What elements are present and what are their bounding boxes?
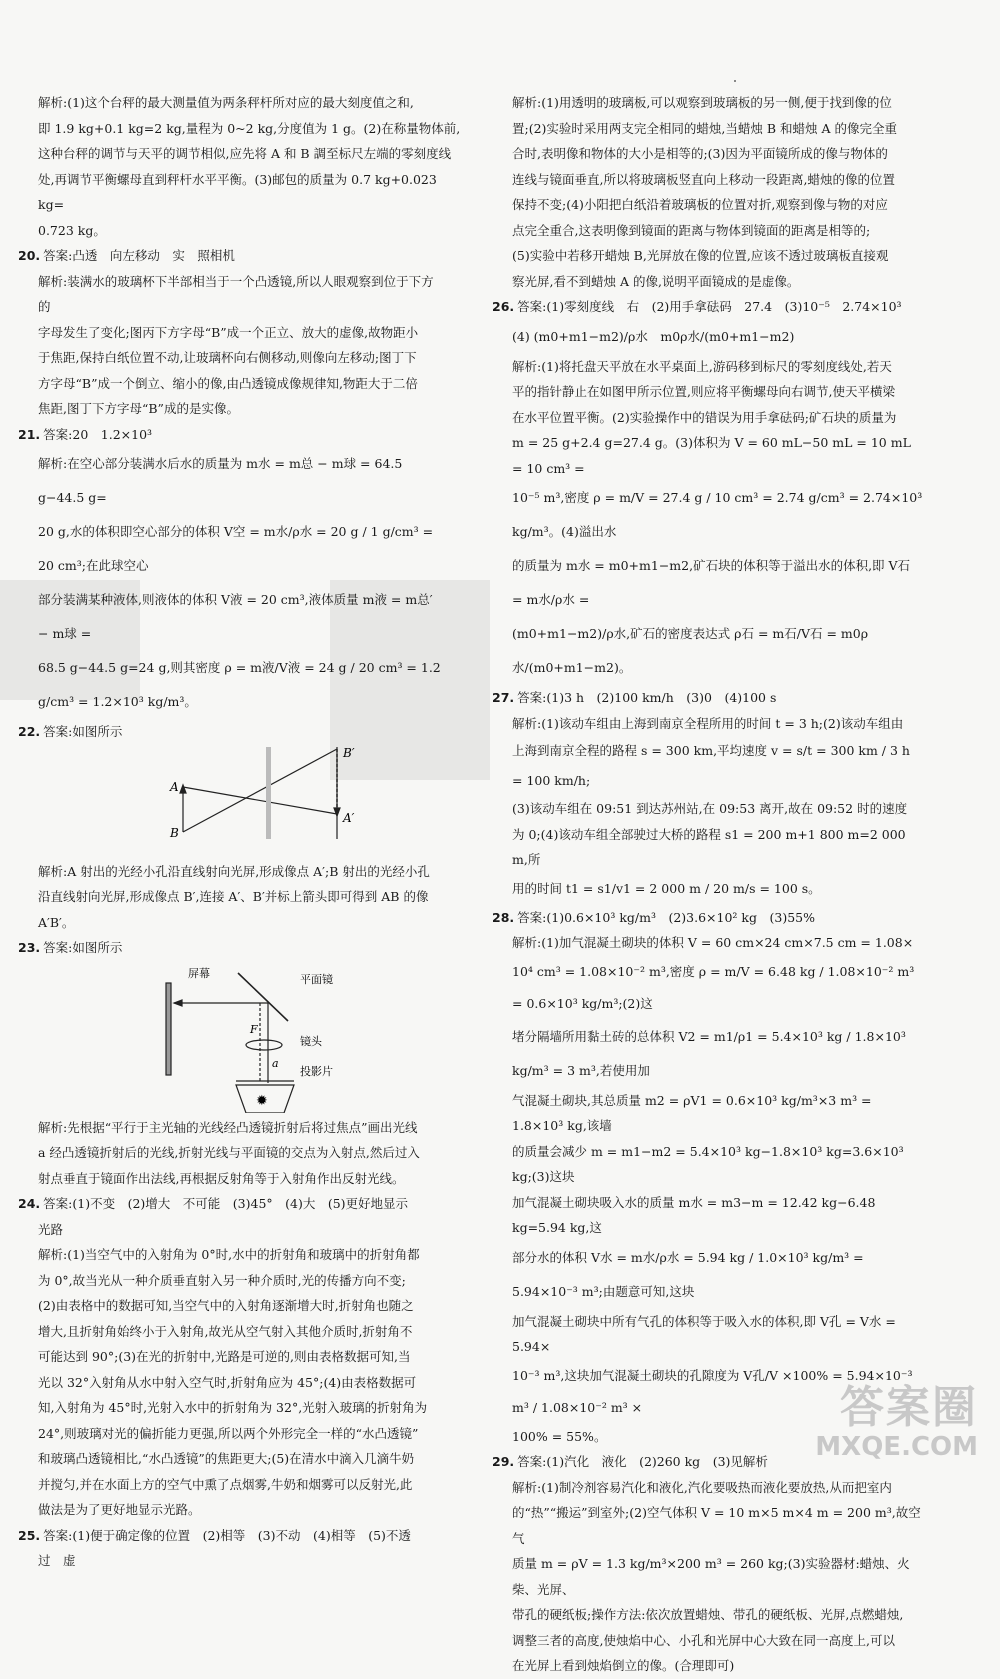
question-23 [18,935,446,1191]
text-line: 为 0;(4)该动车组全部驶过大桥的路程 s1 = 200 m+1 800 m=2 000 m,所 [512,826,910,867]
question-number: 28. [492,909,515,925]
label-focus: F [250,1022,258,1036]
question-number: 29. [492,1454,515,1469]
text-line: 保持不变;(4)小阳把白纸沿着玻璃板的位置对折,观察到像与物的对应 [512,197,888,212]
text-line: 加气混凝土砌块吸入水的质量 m水 = m3−m = 12.42 kg−6.48 kg=5.94 kg,这 [512,1194,880,1235]
text-line: m = 25 g+2.4 g=27.4 g。(3)体积为 V = 60 mL−50 mL = 10 mL = 10 cm³ = [512,435,915,476]
label-a: A [170,779,179,794]
text-line: 解析:装满水的玻璃杯下半部相当于一个凸透镜,所以人眼观察到位于下方的 [38,273,434,314]
text-line: 解析:(1)该动车组由上海到南京全程所用的时间 t = 3 h;(2)该动车组由 [512,715,904,731]
text-line: 堵分隔墙所用黏土砖的总体积 V2 = m1/ρ1 = 5.4×10³ kg / 1.8×10³ kg/m³ = 3 m³,若使用加 [512,1028,910,1078]
question-28 [492,905,924,1450]
text-line: 解析:A 射出的光经小孔沿直线射向光屏,形成像点 A′;B 射出的光经小孔 [38,863,430,879]
answer-text: 答案:凸透 向左移动 实 照相机 [43,248,235,263]
text-line: 处,再调节平衡螺母直到秤杆水平平衡。(3)邮包的质量为 0.7 kg+0.023 kg= [38,171,441,212]
arrow-head [180,785,186,793]
text-line: 可能达到 90°;(3)在光的折射中,光路是可逆的,则由表格数据可知,当 [38,1349,411,1364]
text-line: (3)该动车组在 09:51 到达苏州站,在 09:53 离开,故在 09:52 时的速度 [512,801,908,816]
text-line: 并搅匀,并在水面上方的空气中熏了点烟雾,牛奶和烟雾可以反射光,此 [38,1476,413,1492]
text-line: 的质量为 m水 = m0+m1−m2,矿石块的体积等于溢出水的体积,即 V石 = m水/ρ水 = [512,558,915,607]
watermark-url: MXQE.COM [815,1432,978,1462]
text-line: 为 0°,故当光从一种介质垂直射入另一种介质时,光的传播方向不变; [38,1272,406,1288]
question-number: 24. [18,1196,41,1211]
text-line: 质量 m = ρV = 1.3 kg/m³×200 m³ = 260 kg;(3)实验器材:蜡烛、火柴、光屏、 [512,1556,910,1597]
question-24 [18,1191,446,1523]
text-line: 0.723 kg。 [38,222,106,238]
text-line: 解析:(1)制冷剂容易汽化和液化,汽化要吸热而液化要放热,从而把室内 [512,1479,892,1495]
text-line: a 经凸透镜折射后的光线,折射光线与平面镜的交点为入射点,然后过入 [38,1145,420,1160]
question-number: 27. [492,690,515,705]
text-line: 10⁴ cm³ = 1.08×10⁻² m³,密度 ρ = m/V = 6.48 kg / 1.08×10⁻² m³ = 0.6×10³ kg/m³;(2)这 [512,963,919,1011]
text-line: 部分水的体积 V水 = m水/ρ水 = 5.94 kg / 1.0×10³ kg/m³ = 5.94×10⁻³ m³;由题意可知,这块 [512,1249,868,1299]
text-line: 带孔的硬纸板;操作方法:依次放置蜡烛、带孔的硬纸板、光屏,点燃蜡烛, [512,1607,904,1622]
label-mirror: 平面镜 [300,972,333,986]
question-20 [18,243,446,422]
question-29 [492,1449,924,1679]
screen-board [166,983,171,1075]
answer-text: 答案:如图所示 [43,724,123,739]
text-line: 即 1.9 kg+0.1 kg=2 kg,量程为 0~2 kg,分度值为 1 g。(2)在称量物体前, [38,120,461,136]
text-line: 加气混凝土砌块中所有气孔的体积等于吸入水的体积,即 V孔 = V水 = 5.94× [512,1313,900,1354]
text-line: 解析:先根据“平行于主光轴的光线经凸透镜折射后将过焦点”画出光线 [38,1119,418,1135]
answer-text: 答案:20 1.2×10³ [43,426,153,442]
answer-text: (4) (m0+m1−m2)/ρ水 m0ρ水/(m0+m1−m2) [512,328,795,344]
answer-text: 答案:(1)零刻度线 右 (2)用手拿砝码 27.4 (3)10⁻⁵ 2.74×10³ [517,299,902,314]
text-line: (2)由表格中的数据可知,当空气中的入射角逐渐增大时,折射角也随之 [38,1298,414,1313]
text-line: 合时,表明像和物体的大小是相等的;(3)因为平面镜所成的像与物体的 [512,146,888,161]
answer-text: 答案:(1)不变 (2)增大 不可能 (3)45° (4)大 (5)更好地显示 [43,1196,409,1211]
text-line: 的“热”“搬运”到室外;(2)空气体积 V = 10 m×5 m×4 m = 200 m³,故空气 [512,1505,921,1546]
answer-text: 答案:(1)便于确定像的位置 (2)相等 (3)不动 (4)相等 (5)不透 [43,1527,411,1543]
lens [246,1040,282,1050]
text-line: 平的指针静止在如图甲所示位置,则应将平衡螺母向右调节,使天平横梁 [512,384,895,399]
text-line: 气混凝土砌块,其总质量 m2 = ρV1 = 0.6×10³ kg/m³×3 m³ = 1.8×10³ kg,该墙 [512,1092,876,1133]
text-line: 置;(2)实验时采用两支完全相同的蜡烛,当蜡烛 B 和蜡烛 A 的像完全重 [512,120,897,136]
left-column [18,90,466,1574]
question-number: 21. [18,426,41,442]
text-line: 解析:(1)用透明的玻璃板,可以观察到玻璃板的另一侧,便于找到像的位 [512,95,892,110]
text-line: 增大,且折射角始终小于入射角,故光从空气射入其他介质时,折射角不 [38,1323,413,1339]
question-number: 22. [18,724,41,739]
text-line: 10⁻⁵ m³,密度 ρ = m/V = 27.4 g / 10 cm³ = 2.74 g/cm³ = 2.74×10³ kg/m³。(4)溢出水 [512,490,927,539]
text-line: 10⁻³ m³,这块加气混凝土砌块的孔隙度为 V孔/V ×100% = 5.94×10⁻³ m³ / 1.08×10⁻² m³ × [512,1367,917,1415]
arrow-head [174,1000,182,1006]
text-line: 射点垂直于镜面作出法线,再根据反射角等于入射角作出反射光线。 [38,1170,405,1186]
text-line: 知,入射角为 45°时,光射入水中的折射角为 32°,光射入玻璃的折射角为 [38,1400,428,1415]
label-screen: 屏幕 [188,966,210,980]
text-line: 20 g,水的体积即空心部分的体积 V空 = m水/ρ水 = 20 g / 1 g/cm³ = 20 cm³;在此球空心 [38,524,438,573]
plane-mirror [238,973,288,1021]
question-21 [18,422,446,720]
text-line: 调整三者的高度,使烛焰中心、小孔和光屏中心大致在同一高度上,可以 [512,1632,895,1648]
watermark-logo: 答案圈 [840,1382,978,1433]
label-slide: 投影片 [300,1064,333,1078]
text-line: 68.5 g−44.5 g=24 g,则其密度 ρ = m液/V液 = 24 g / 20 cm³ = 1.2 g/cm³ = 1.2×10³ kg/m³。 [38,660,445,709]
label-b: B [170,825,179,840]
text-line: 解析:(1)当空气中的入射角为 0°时,水中的折射角和玻璃中的折射角都 [38,1247,420,1262]
text-line: 100% = 55%。 [512,1428,607,1444]
text-line: 这种台秤的调节与天平的调节相似,应先将 A 和 B 調至标尺左端的零刻度线 [38,146,452,161]
text-line: 上海到南京全程的路程 s = 300 km,平均速度 v = s/t = 300 km / 3 h = 100 km/h; [512,743,914,788]
text-line: 在光屏上看到烛焰倒立的像。(合理即可) [512,1658,735,1673]
question-number: 23. [18,940,41,955]
watermark [815,1383,978,1461]
text-line: 焦距,图丁下方字母“B”成的是实像。 [38,401,239,416]
text-line: 沿直线射向光屏,形成像点 B′,连接 A′、B′并标上箭头即可得到 AB 的像 [38,889,429,904]
question-22 [18,719,446,935]
text-line: (5)实验中若移开蜡烛 B,光屏放在像的位置,应该不透过玻璃板直接观 [512,248,889,263]
label-b-image: B′ [343,746,355,760]
text-line: 解析:(1)加气混凝土砌块的体积 V = 60 cm×24 cm×7.5 cm = 1.08× [512,935,914,950]
answer-text: 答案:如图所示 [43,940,123,955]
question-27 [492,685,924,905]
label-lens: 镜头 [300,1034,322,1048]
arrow-head [334,808,340,816]
text-line: 点完全重合,这表明像到镜面的距离与物体到镜面的距离是相等的; [512,222,871,238]
text-line: 和玻璃凸透镜相比,“水凸透镜”的焦距更大;(5)在清水中滴入几滴牛奶 [38,1451,415,1466]
answer-text: 过 虚 [38,1553,76,1568]
text-line: 用的时间 t1 = s1/v1 = 2 000 m / 20 m/s = 100 s。 [512,880,821,896]
text-line: 解析:在空心部分装满水后水的质量为 m水 = m总 − m球 = 64.5 g−44.5 g= [38,456,407,505]
projector-diagram [38,963,486,1113]
text-line: (m0+m1−m2)/ρ水,矿石的密度表达式 ρ石 = m石/V石 = m0ρ水/(m0+m1−m2)。 [512,626,869,675]
pinhole-diagram [38,747,486,857]
q25-analysis [512,90,944,294]
text-line: 字母发生了变化;图丙下方字母“B”成一个正立、放大的虚像,故物距小 [38,324,419,340]
text-line: 于焦距,保持白纸位置不动,让玻璃杯向右侧移动,则像向左移动;图丁下 [38,350,417,365]
text-line: 在水平位置平衡。(2)实验操作中的错误为用手拿砝码;矿石块的质量为 [512,409,897,425]
text-line: 察光屏,看不到蜡烛 A 的像,说明平面镜成的是虚像。 [512,273,800,289]
text-line: 部分装满某种液体,则液体的体积 V液 = 20 cm³,液体质量 m液 = m总′ − m球 = [38,592,437,641]
text-line: 的质量会减少 m = m1−m2 = 5.4×10³ kg−1.8×10³ kg=3.6×10³ kg;(3)这块 [512,1143,908,1184]
text-line: 做法是为了更好地显示光路。 [38,1502,201,1517]
answer-text: 光路 [38,1221,64,1237]
label-ray-a: a [272,1056,279,1070]
speck [734,80,736,82]
text-line: 连线与镜面垂直,所以将玻璃板竖直向上移动一段距离,蜡烛的像的位置 [512,171,895,187]
question-number: 25. [18,1527,41,1543]
answer-text: 答案:(1)0.6×10³ kg/m³ (2)3.6×10² kg (3)55% [517,909,815,925]
question-26 [492,294,927,685]
q19-analysis [38,90,466,243]
question-number: 20. [18,248,41,263]
text-line: 解析:(1)这个台秤的最大测量值为两条秤杆所对应的最大刻度值之和, [38,95,414,110]
text-line: 方字母“B”成一个倒立、缩小的像,由凸透镜成像规律知,物距大于二倍 [38,375,418,391]
text-line: 24°,则玻璃对光的偏折能力更强,所以两个外形完全一样的“水凸透镜” [38,1425,419,1441]
text-line: A′B′。 [38,914,75,930]
board-hatch [266,747,271,839]
label-a-image: A′ [343,810,355,825]
text-line: 解析:(1)将托盘天平放在水平桌面上,游码移到标尺的零刻度线处,若天 [512,358,892,374]
text-line: 光以 32°入射角从水中射入空气时,折射角应为 45°;(4)由表格数据可 [38,1374,417,1390]
question-number: 26. [492,299,515,314]
lamp-icon: ✹ [256,1092,268,1109]
answer-text: 答案:(1)3 h (2)100 km/h (3)0 (4)100 s [517,690,777,705]
answer-text: 答案:(1)汽化 液化 (2)260 kg (3)见解析 [517,1454,768,1469]
question-25 [18,1523,446,1574]
